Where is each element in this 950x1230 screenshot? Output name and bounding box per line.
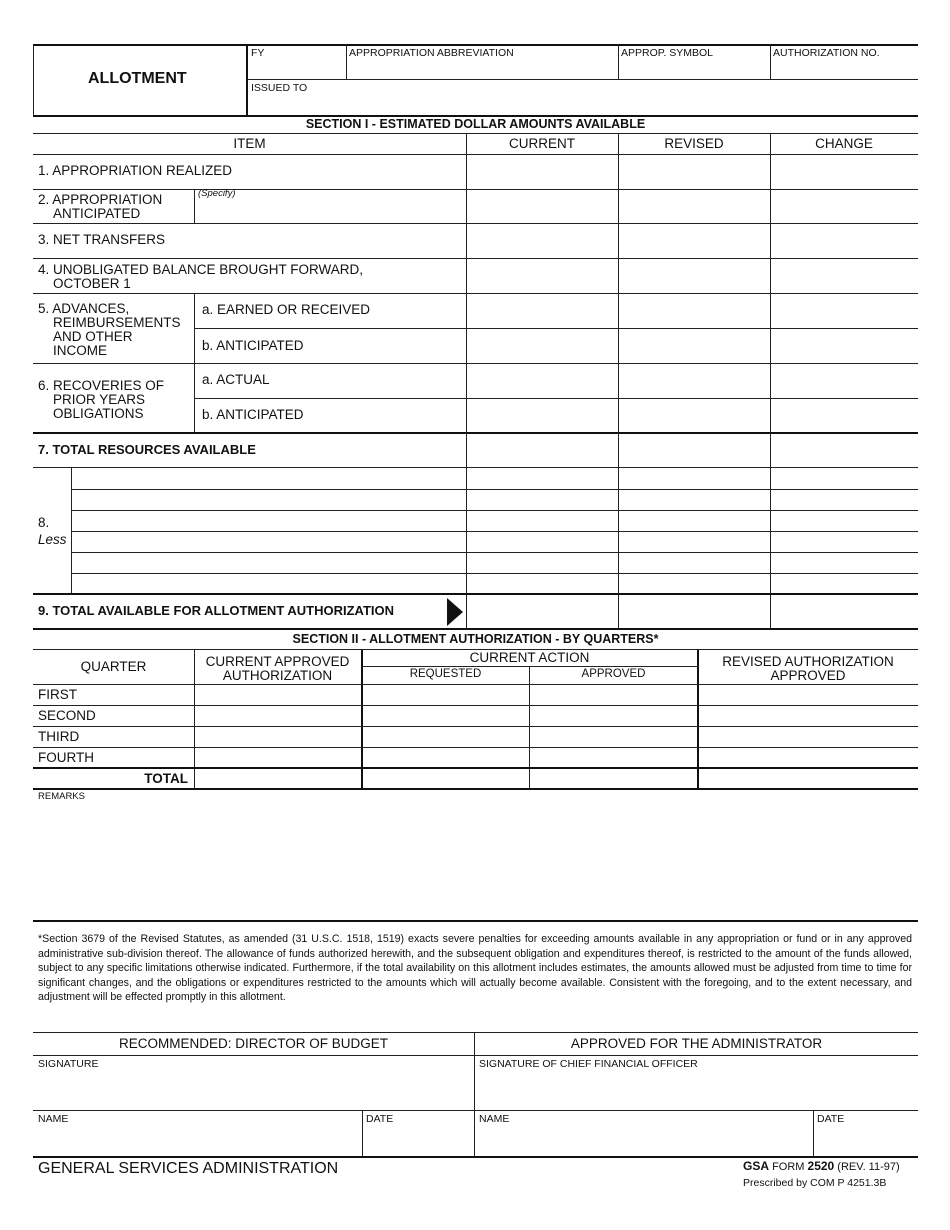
section1-title: SECTION I - ESTIMATED DOLLAR AMOUNTS AVAILABLE: [305, 117, 646, 131]
col-current-header: CURRENT: [509, 136, 575, 151]
row6-label-2: PRIOR YEARS: [53, 392, 146, 407]
arrow-right-icon: [446, 597, 464, 627]
approved-header: APPROVED: [581, 668, 646, 680]
quarter-row-label: SECOND: [38, 708, 96, 723]
row6-label-3: OBLIGATIONS: [53, 406, 144, 421]
less-item-field[interactable]: [74, 575, 464, 593]
quarter-amount-cell[interactable]: [196, 686, 359, 704]
quarter-amount-cell[interactable]: [364, 686, 527, 704]
revised-auth-header-2: APPROVED: [770, 668, 846, 683]
row6-label: 6. RECOVERIES OF: [38, 378, 165, 393]
fy-label: FY: [251, 47, 265, 59]
row2-label: 2. APPROPRIATION: [38, 192, 163, 207]
approver-name-field[interactable]: [477, 1126, 811, 1154]
current-action-header: CURRENT ACTION: [469, 650, 590, 665]
row1-label: 1. APPROPRIATION REALIZED: [38, 163, 233, 178]
quarter-row-label: FOURTH: [38, 750, 94, 765]
less-item-field[interactable]: [74, 533, 464, 551]
form-word: FORM: [772, 1161, 805, 1173]
form-number: 2520: [807, 1159, 835, 1173]
name-label: NAME: [479, 1113, 510, 1125]
revised-amount-cell[interactable]: [620, 156, 768, 188]
revised-auth-header: REVISED AUTHORIZATION: [722, 654, 894, 669]
change-amount-cell[interactable]: [772, 156, 916, 188]
row4-label-cont: OCTOBER 1: [53, 276, 131, 291]
total-available-revised-cell[interactable]: [620, 597, 768, 626]
penalty-notice: *Section 3679 of the Revised Statutes, as amended (31 U.S.C. 1518, 1519) exacts severe penalties for exceeding amounts available in any appropriation or fund or in any approved administrative sub-division thereof. The allowance of funds authorized herewith, and the subsequent obligation and expenditures thereof, is restricted to the amount of the funds allowed, subject to any specific limitations otherwise indicated. Furthermore, if the total availability on this allotment includes estimates, the amounts allowed must be adjusted from time to time for significant changes, and the obligations or expenditures restricted to the amounts which will actually become available. Consistent with the foregoing, and to the extent necessary, and adjustment will be effected promptly in this allotment.: [38, 933, 912, 1004]
row2-label-cont: ANTICIPATED: [53, 206, 141, 221]
remarks-field[interactable]: [36, 806, 916, 916]
row6b-label: b. ANTICIPATED: [202, 407, 304, 422]
recommended-header: RECOMMENDED: DIRECTOR OF BUDGET: [118, 1036, 388, 1051]
prescribed-by: Prescribed by COM P 4251.3B: [743, 1177, 887, 1189]
fy-field[interactable]: [250, 58, 344, 78]
row5-label-3: AND OTHER: [53, 329, 133, 344]
cfo-signature-label: SIGNATURE OF CHIEF FINANCIAL OFFICER: [479, 1058, 698, 1070]
row5b-label: b. ANTICIPATED: [202, 338, 304, 353]
quarter-amount-cell[interactable]: [700, 686, 916, 704]
row3-label: 3. NET TRANSFERS: [38, 232, 166, 247]
less-item-field[interactable]: [74, 512, 464, 530]
remarks-label: REMARKS: [38, 791, 85, 802]
row4-label: 4. UNOBLIGATED BALANCE BROUGHT FORWARD,: [38, 262, 364, 277]
authorization-no-label: AUTHORIZATION NO.: [773, 47, 880, 59]
current-approved-header: CURRENT APPROVED: [205, 654, 350, 669]
quarter-amount-cell[interactable]: [532, 686, 695, 704]
row8-number: 8.: [38, 515, 50, 530]
col-item-header: ITEM: [233, 136, 266, 151]
approved-for-header: APPROVED FOR THE ADMINISTRATOR: [570, 1036, 823, 1051]
form-id: [743, 1160, 900, 1174]
approp-abbrev-field[interactable]: [349, 58, 616, 78]
row7-label: 7. TOTAL RESOURCES AVAILABLE: [38, 442, 256, 457]
approp-symbol-label: APPROP. SYMBOL: [621, 47, 714, 59]
approp-symbol-field[interactable]: [621, 58, 768, 78]
section2-title: SECTION II - ALLOTMENT AUTHORIZATION - BY QUARTERS*: [292, 632, 659, 646]
approp-abbrev-label: APPROPRIATION ABBREVIATION: [349, 47, 514, 59]
signature-field[interactable]: [36, 1072, 472, 1108]
specify-label: (Specify): [198, 188, 236, 199]
requested-header: REQUESTED: [409, 668, 482, 680]
total-available-change-cell[interactable]: [772, 597, 916, 626]
form-revision: (REV. 11-97): [837, 1161, 900, 1173]
less-item-field[interactable]: [74, 470, 464, 488]
row5-label-2: REIMBURSEMENTS: [53, 315, 181, 330]
row5a-label: a. EARNED OR RECEIVED: [202, 302, 371, 317]
date-label: DATE: [366, 1113, 394, 1125]
date-label: DATE: [817, 1113, 845, 1125]
signature-label: SIGNATURE: [38, 1058, 99, 1070]
current-approved-header-2: AUTHORIZATION: [222, 668, 333, 683]
row5-label-4: INCOME: [53, 343, 107, 358]
current-amount-cell[interactable]: [468, 156, 616, 188]
total-row-label: TOTAL: [144, 771, 188, 786]
issued-to-field[interactable]: [310, 82, 915, 112]
gsa-label: GSA: [743, 1159, 770, 1173]
row9-label: 9. TOTAL AVAILABLE FOR ALLOTMENT AUTHORIZATION: [38, 603, 395, 618]
issued-to-label: ISSUED TO: [251, 82, 308, 94]
row2-specify-field[interactable]: [198, 202, 463, 221]
row5-label: 5. ADVANCES,: [38, 301, 130, 316]
col-change-header: CHANGE: [815, 136, 873, 151]
agency-name: GENERAL SERVICES ADMINISTRATION: [38, 1160, 339, 1177]
row8-less-label: Less: [38, 532, 67, 547]
recommender-date-field[interactable]: [365, 1126, 472, 1154]
quarter-row-label: THIRD: [38, 729, 80, 744]
total-available-current-cell[interactable]: [468, 597, 616, 626]
less-item-field[interactable]: [74, 554, 464, 572]
cfo-signature-field[interactable]: [477, 1072, 916, 1108]
name-label: NAME: [38, 1113, 69, 1125]
authorization-no-field[interactable]: [773, 58, 916, 78]
approver-date-field[interactable]: [816, 1126, 916, 1154]
col-revised-header: REVISED: [664, 136, 724, 151]
less-item-field[interactable]: [74, 491, 464, 509]
recommender-name-field[interactable]: [36, 1126, 360, 1154]
row6a-label: a. ACTUAL: [202, 372, 270, 387]
quarter-row-label: FIRST: [38, 687, 77, 702]
quarter-header: QUARTER: [80, 659, 147, 674]
form-title: ALLOTMENT: [88, 70, 187, 87]
